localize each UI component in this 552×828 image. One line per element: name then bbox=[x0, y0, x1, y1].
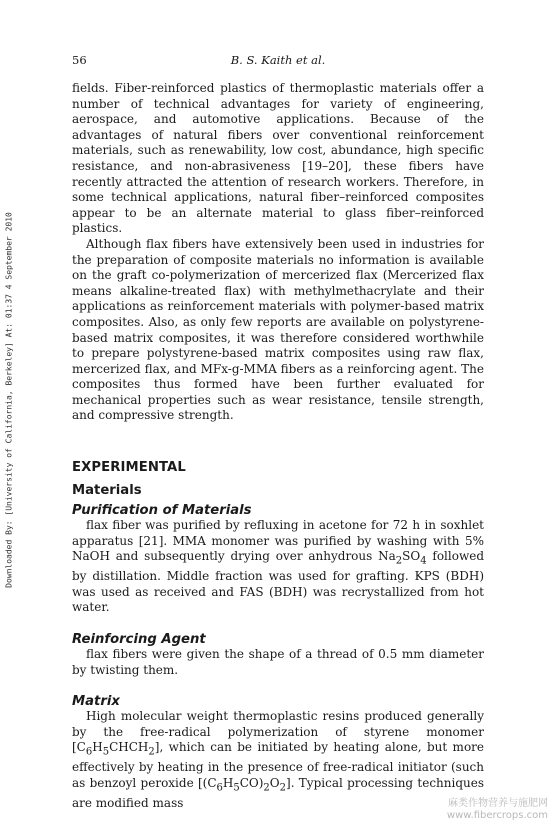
text-run: SO bbox=[402, 549, 421, 564]
download-notice: Downloaded By: [University of California, Berkeley] At: 01:37 4 September 2010 bbox=[4, 211, 14, 588]
subscript: 5 bbox=[102, 746, 110, 758]
subscript: 6 bbox=[216, 782, 223, 794]
subscript: 2 bbox=[263, 782, 270, 794]
text-run: O bbox=[269, 775, 280, 790]
paragraph-purification bbox=[72, 518, 484, 616]
page-header bbox=[72, 53, 484, 69]
text-run: followed by distillation. Middle fraction was used for grafting. KPS (BDH) was used as received and FAS (BDH) was recrystallized from hot water. bbox=[72, 549, 485, 615]
paragraph-intro-continued: fields. Fiber-reinforced plastics of thermoplastic materials offer a number of technical advantages for variety of engineering, aerospace, and automotive applications. Because of the advantages of natural fibers over conventional reinforcement materials, such as renewability, low cost, abundance, high specific resistance, and non-abrasiveness [19–20], these fibers have recently attracted the attention of research workers. Therefore, in some technical applications, natural fiber–reinforced composites appear to be an alternate material to glass fiber–reinforced plastics. bbox=[72, 81, 484, 236]
subsection-heading-materials: Materials bbox=[72, 483, 142, 499]
site-watermark bbox=[447, 798, 548, 822]
watermark-line-url: www.fibercrops.com bbox=[446, 810, 548, 821]
text-run: flax fiber was purified by refluxing in acetone for 72 h in soxhlet apparatus [21]. MMA monomer was purified by washing with 5% NaOH and subsequently drying over anhydrous Na bbox=[72, 518, 484, 564]
page-number: 56 bbox=[72, 53, 87, 67]
subscript: 2 bbox=[395, 555, 403, 567]
text-run: CO) bbox=[239, 775, 264, 790]
section-heading-experimental: EXPERIMENTAL bbox=[72, 460, 186, 476]
page-body bbox=[72, 81, 484, 812]
text-run: ], which can be initiated by heating alone, but more effectively by heating in the presence of free-radical initiator (such as benzoyl peroxide [(C bbox=[72, 740, 484, 790]
text-run: ]. Typical processing techniques are modified mass bbox=[72, 775, 485, 810]
subscript: 4 bbox=[420, 555, 427, 567]
subscript: 6 bbox=[85, 746, 93, 758]
text-run: High molecular weight thermoplastic resins produced generally by the free-radical polymerization of styrene monomer [C bbox=[72, 709, 484, 755]
running-title: B. S. Kaith et al. bbox=[230, 53, 326, 67]
heading-reinforcing-agent: Reinforcing Agent bbox=[72, 632, 206, 648]
paragraph-flax-fibers: Although flax fibers have extensively been used in industries for the preparation of composite materials no information is available on the graft co-polymerization of mercerized flax (Mercerized flax means alkaline-treated flax) with methylmethacrylate and their applications as reinforcement materials with polymer-based matrix composites. Also, as only few reports are available on polystyrene-based matrix composites, it was therefore considered worthwhile to prepare polystyrene-based matrix composites using raw flax, mercerized flax, and MFx-g-MMA fibers as a reinforcing agent. The composites thus formed have been further evaluated for mechanical properties such as wear resistance, tensile strength, and compressive strength. bbox=[72, 236, 484, 423]
heading-purification: Purification of Materials bbox=[72, 503, 252, 519]
heading-matrix: Matrix bbox=[72, 694, 120, 710]
text-run: H bbox=[222, 775, 234, 790]
subscript: 2 bbox=[148, 746, 155, 758]
subscript: 5 bbox=[233, 782, 240, 794]
text-run: H bbox=[92, 740, 103, 755]
paragraph-reinforcing-agent: flax fibers were given the shape of a thread of 0.5 mm diameter by twisting them. bbox=[72, 647, 484, 677]
watermark-line-chinese: 麻类作物营养与施肥网 bbox=[448, 798, 548, 809]
paragraph-matrix bbox=[72, 709, 484, 811]
download-notice-margin bbox=[2, 193, 16, 606]
subscript: 2 bbox=[279, 782, 287, 794]
text-run: CHCH bbox=[109, 740, 149, 755]
